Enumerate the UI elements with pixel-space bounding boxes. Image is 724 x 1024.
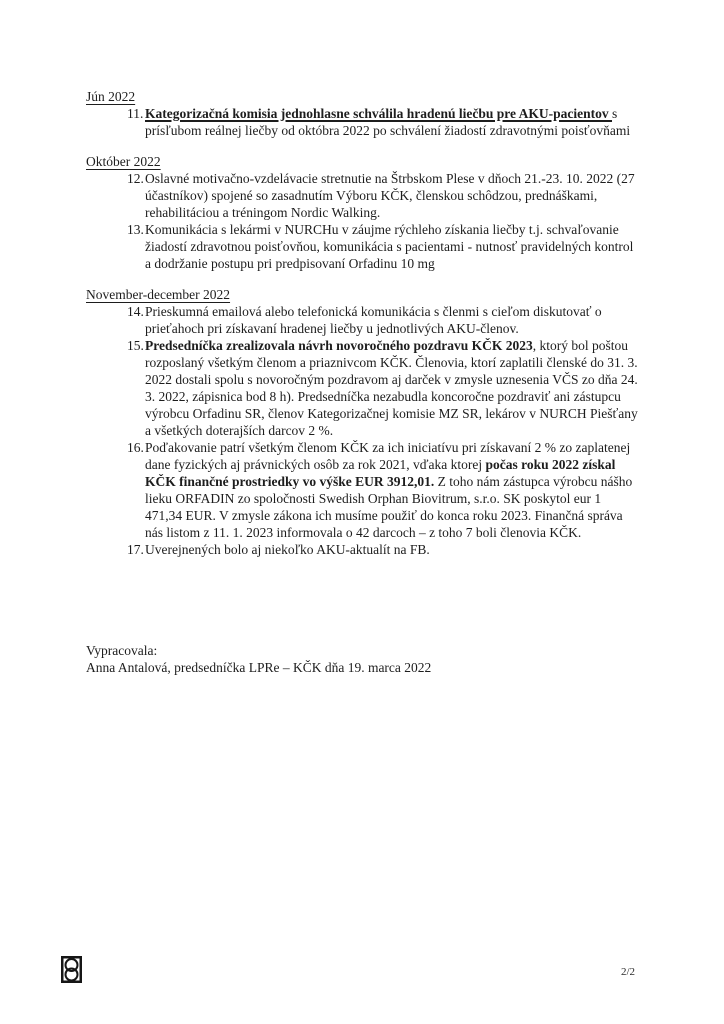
text-segment: Uverejnených bolo aj niekoľko AKU-aktualít na FB. (145, 542, 430, 557)
item-number: 11. (127, 106, 144, 121)
item-text (145, 303, 639, 337)
item-text (145, 170, 639, 221)
list-item (86, 105, 639, 139)
document-body (86, 88, 639, 558)
item-number: 14. (127, 304, 144, 319)
list-item (86, 541, 639, 558)
item-number: 12. (127, 171, 144, 186)
item-number: 13. (127, 222, 144, 237)
document-section (86, 286, 639, 558)
item-text (145, 105, 639, 139)
text-segment: Kategorizačná komisia jednohlasne schválila hradenú liečbu pre AKU-pacientov (145, 106, 613, 121)
text-segment: počas roku 2022 získal KČK finančné prostriedky vo výške EUR 3912,01. (145, 457, 616, 489)
section-heading: Október 2022 (86, 154, 161, 169)
list-item (86, 170, 639, 221)
text-segment: , ktorý bol poštou rozposlaný všetkým členom a priaznivcom KČK. Členovia, ktorí zaplatili členské do 31. 3. 2022 dostali spolu s novoročným pozdravom aj darček v zmysle uznesenia VČS zo dňa 24. 3. 2022, zápisnica bod 8 h). Predsedníčka nezabudla koncoročne pozdraviť ani zástupcu výrobcu Orfadinu SR, členov Kategorizačnej komisie MZ SR, lekárov v NURCH Piešťany a všetkých doterajších darcov 2 %. (145, 338, 638, 438)
document-content (86, 88, 639, 676)
text-segment: Predsedníčka zrealizovala návrh novoročného pozdravu KČK 2023 (145, 338, 533, 353)
text-segment: Oslavné motivačno-vzdelávacie stretnutie na Štrbskom Plese v dňoch 21.-23. 10. 2022 (27 účastníkov) spojené so zasadnutím Výboru KČK, členskou schôdzou, prednáškami, rehabilitáciou a tréningom Nordic Walking. (145, 171, 635, 220)
item-text (145, 221, 639, 272)
item-number: 15. (127, 338, 144, 353)
text-segment: s prísľubom reálnej liečby od októbra 2022 po schválení žiadostí zdravotnými poisťovňami (145, 106, 631, 138)
item-text (145, 439, 639, 541)
list-item (86, 337, 639, 439)
text-segment: Z toho nám zástupca výrobcu nášho lieku ORFADIN zo spoločnosti Swedish Orphan Biovitrum, s.r.o. SK poskytol eur 1 471,34 EUR. V zmysle zákona ich musíme použiť do konca roku 2023. Finančná správa nás listom z 11. 1. 2023 informovala o 42 darcoch – z toho 7 boli členovia KČK. (145, 474, 633, 540)
list-item (86, 303, 639, 337)
item-text (145, 337, 639, 439)
item-text (145, 541, 639, 558)
text-segment: Komunikácia s lekármi v NURCHu v záujme rýchleho získania liečby t.j. schvaľovanie žiadostí zdravotnou poisťovňou, komunikácia s pacientami - nutnosť pravidelných kontrol a dodržanie postupu pri predpisovaní Orfadinu 10 mg (145, 222, 634, 271)
document-section (86, 88, 639, 139)
list-item (86, 439, 639, 541)
closing-block (86, 642, 639, 676)
item-number: 16. (127, 440, 144, 455)
section-heading: November-december 2022 (86, 287, 231, 302)
list-item (86, 221, 639, 272)
overlapping-circles-stamp-icon (61, 956, 82, 983)
text-segment: Poďakovanie patrí všetkým členom KČK za ich iniciatívu pri získavaní 2 % zo zaplatenej dane fyzických aj právnických osôb za rok 2021, vďaka ktorej (145, 440, 631, 472)
page-number: 2/2 (620, 966, 635, 978)
document-section (86, 153, 639, 272)
prepared-by-line: Anna Antalová, predsedníčka LPRe – KČK dňa 19. marca 2022 (86, 660, 432, 675)
prepared-by-label: Vypracovala: (86, 643, 158, 658)
text-segment: Prieskumná emailová alebo telefonická komunikácia s členmi s cieľom diskutovať o prieťahoch pri získavaní hradenej liečby u jednotlivých AKU-členov. (145, 304, 602, 336)
section-heading: Jún 2022 (86, 89, 136, 104)
item-number: 17. (127, 542, 144, 557)
